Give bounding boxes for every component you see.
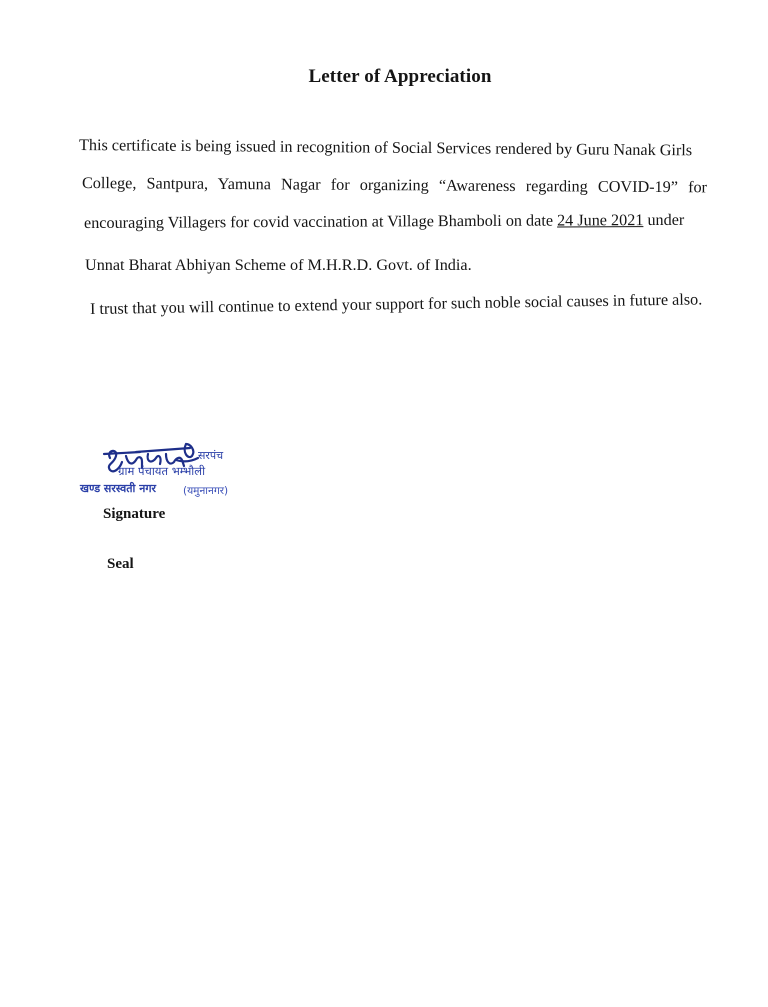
sarpanch-stamp [70, 440, 270, 530]
paragraph1-line3 [84, 211, 684, 233]
stamp-district-text: (यमुनानगर) [183, 485, 229, 497]
seal-label: Seal [107, 556, 134, 572]
stamp-sarpanch-text: सरपंच [198, 449, 224, 462]
line3-text-before: encouraging Villagers for covid vaccination at Village Bhamboli on date [83, 211, 558, 232]
stamp-block-text: खण्ड सरस्वती नगर [80, 482, 157, 495]
paragraph2: I trust that you will continue to extend your support for such noble social causes in future also. [89, 290, 703, 318]
paragraph1-line4: Unnat Bharat Abhiyan Scheme of M.H.R.D. Govt. of India. [85, 256, 472, 274]
line3-text-after: under [643, 210, 685, 230]
signature-label: Signature [103, 506, 166, 522]
paragraph1-line2: College, Santpura, Yamuna Nagar for organizing “Awareness regarding COVID-19” for [81, 174, 708, 197]
paragraph1-line1: This certificate is being issued in recognition of Social Services rendered by Guru Nanak Girls [78, 136, 693, 160]
event-date: 24 June 2021 [557, 211, 644, 230]
letter-title: Letter of Appreciation [308, 66, 492, 87]
stamp-panchayat-text: ग्राम पंचायत भम्भौली [118, 464, 206, 478]
